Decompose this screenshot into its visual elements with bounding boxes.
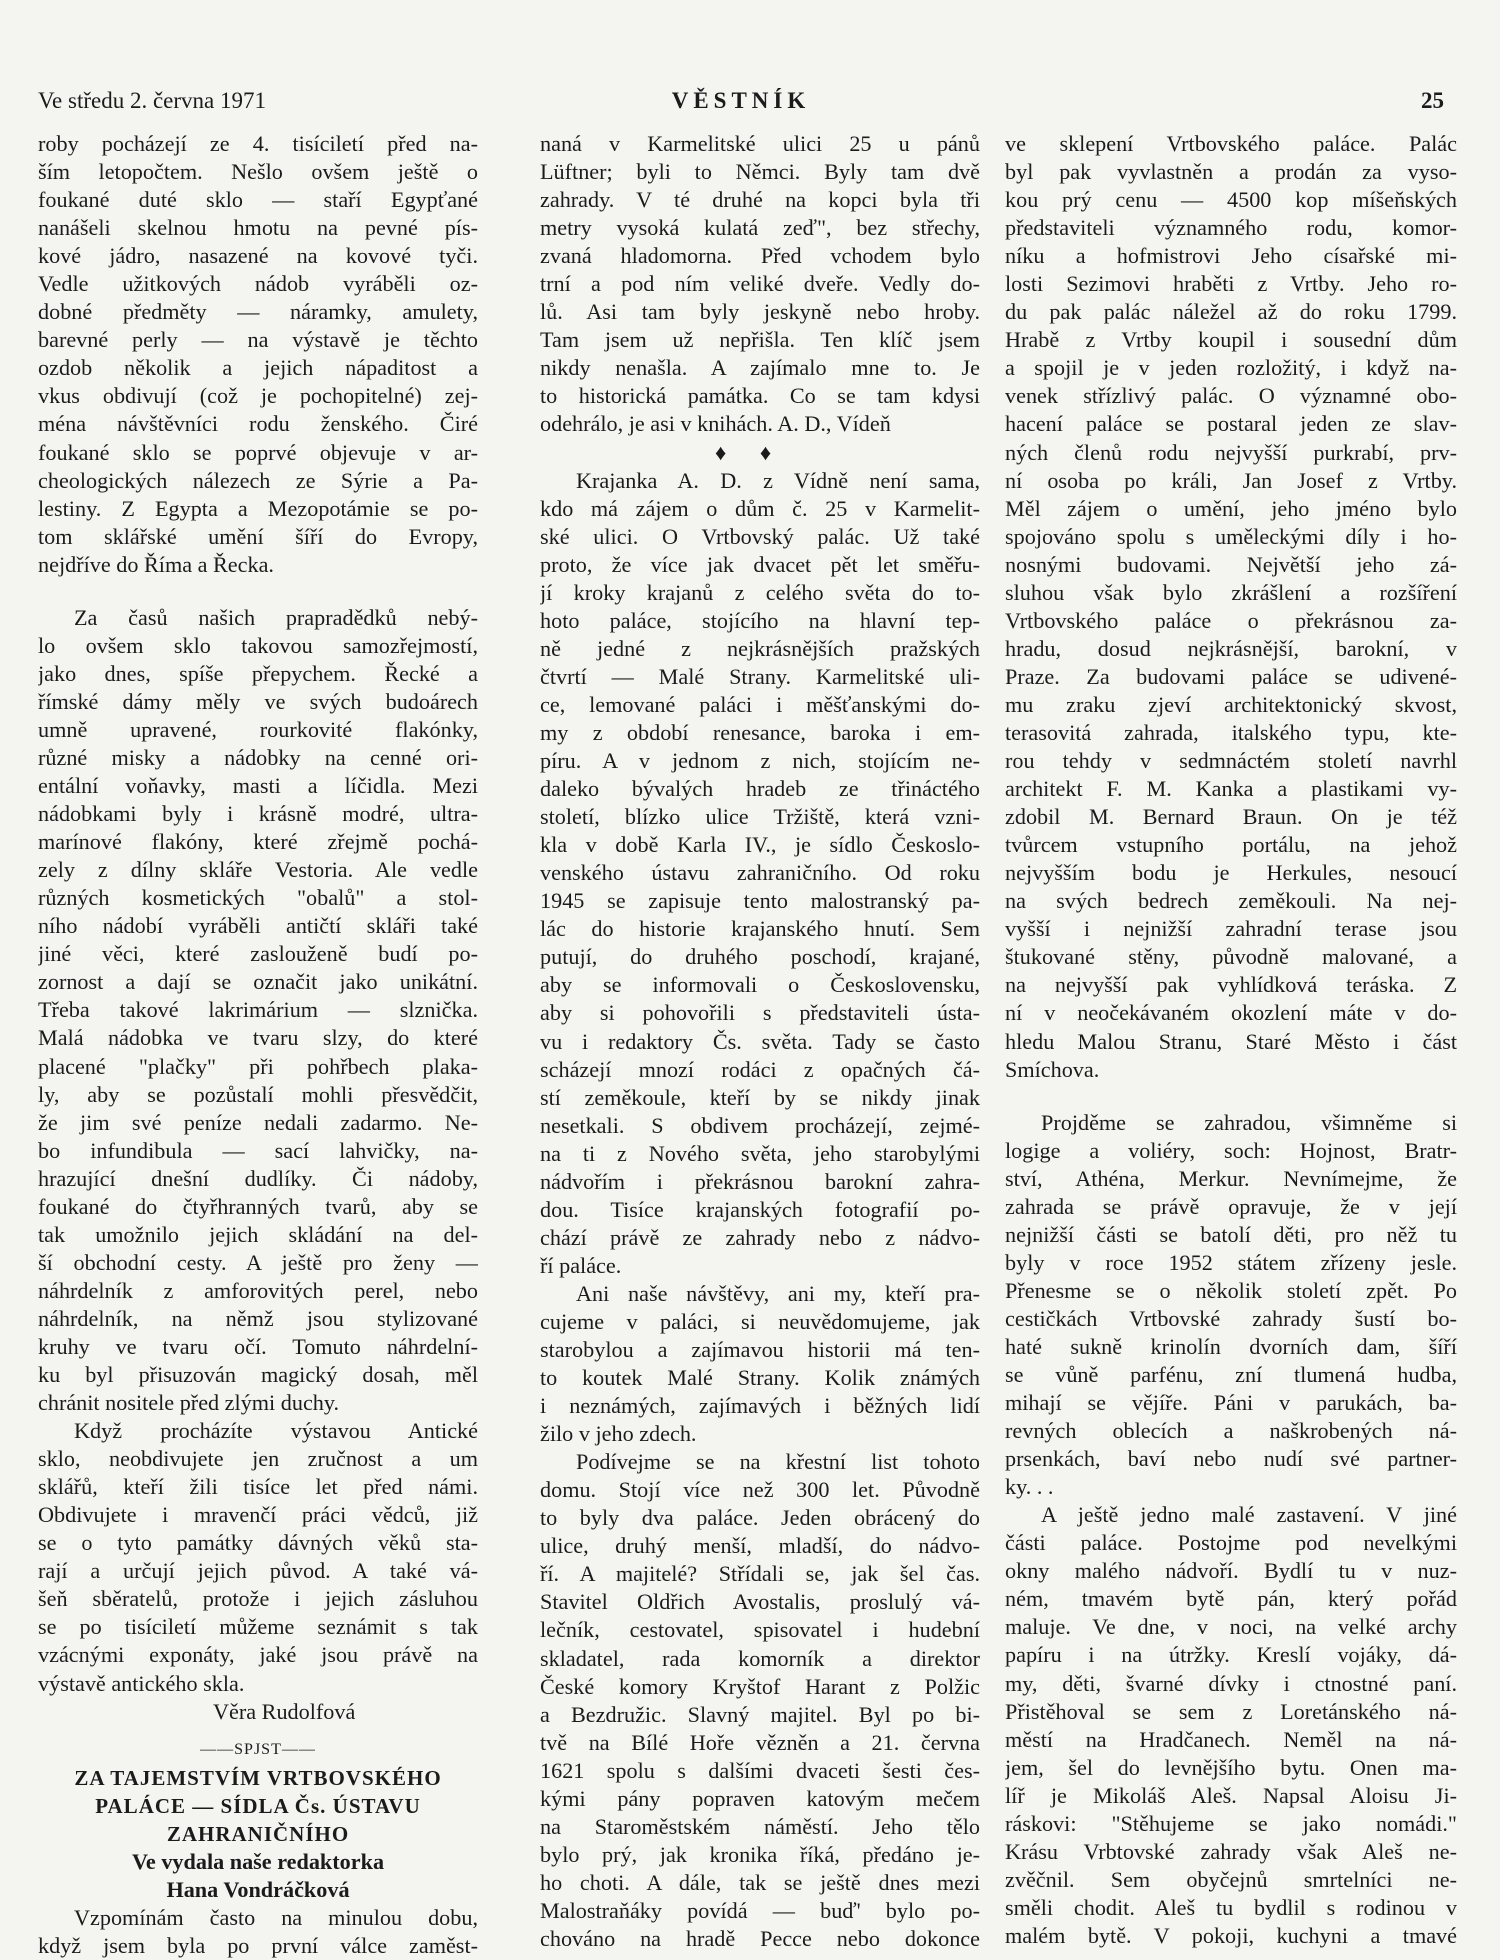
- text-line: ce, lemované paláci i měšťanskými do-: [540, 691, 980, 717]
- text-line: tvůrcem vstupního portálu, na jehož: [1005, 832, 1457, 858]
- text-line: kdo má zájem o dům č. 25 v Karmelit-: [540, 495, 980, 521]
- text-column-1: [38, 130, 478, 1960]
- article-headline: PALÁCE — SÍDLA Čs. ÚSTAVU: [95, 1793, 421, 1818]
- text-line: Vrtbovského paláce o překrásnou za-: [1005, 607, 1457, 633]
- text-line: lác do historie krajanského hnutí. Sem: [540, 916, 980, 942]
- text-line: se vůně parfénu, zní tlumená hudba,: [1005, 1362, 1457, 1388]
- text-line: líř je Mikoláš Aleš. Napsal Aloisu Ji-: [1005, 1782, 1457, 1808]
- text-line: sklo, neobdivujete jen zručnost a um: [38, 1446, 478, 1472]
- text-line: marínové flakóny, které zřejmě pochá-: [38, 829, 478, 855]
- text-line: bo infundibula — sací lahvičky, na-: [38, 1137, 478, 1163]
- text-line: odehrálo, je asi v knihách. A. D., Vídeň: [540, 411, 891, 437]
- text-line: ráskovi: "Stěhujeme se jako nomádi.": [1005, 1810, 1457, 1836]
- article-headline: ZA TAJEMSTVÍM VRTBOVSKÉHO: [74, 1765, 442, 1790]
- text-line: zvaná hladomorna. Před vchodem bylo: [540, 243, 980, 269]
- text-line: Vedle užitkových nádob vyráběli oz-: [38, 271, 478, 297]
- text-line: žilo v jeho zdech.: [540, 1421, 697, 1447]
- text-line: a spojil je v jeden rozložitý, i když na-: [1005, 355, 1457, 381]
- text-line: nádvořím i překrásnou barokní zahra-: [540, 1168, 980, 1194]
- text-line: 1945 se zapisuje tento malostranský pa-: [540, 888, 980, 914]
- text-line: skladatel, rada komorník a direktor: [540, 1645, 980, 1671]
- text-line: různé misky a nádobky na cenné ori-: [38, 744, 478, 770]
- text-line: dou. Tisíce krajanských fotografií po-: [540, 1196, 980, 1222]
- text-line: hacení paláce se postaral jeden ze slav-: [1005, 411, 1457, 437]
- text-line: Za časů našich prapradědků nebý-: [74, 604, 478, 630]
- text-line: Podívejme se na křestní list tohoto: [576, 1449, 980, 1475]
- newspaper-title: VĚSTNÍK: [671, 88, 811, 113]
- text-line: nikdy nenašla. A zajímalo mne to. Je: [540, 355, 980, 381]
- text-line: barevné perly — na výstavě je těchto: [38, 327, 478, 353]
- text-line: nanášeli skelnou hmotu na pevné pís-: [38, 215, 478, 241]
- section-mark: ——SPJST——: [200, 1740, 316, 1758]
- text-line: cujeme v paláci, si neuvědomujeme, jak: [540, 1308, 980, 1334]
- text-line: Malá nádobka ve tvaru slzy, do které: [38, 1025, 478, 1051]
- text-line: čtvrtí — Malé Strany. Karmelitské uli-: [540, 663, 980, 689]
- text-line: se po tisíciletí můžeme seznámit s tak: [38, 1614, 478, 1640]
- text-line: vzácnými exponáty, jaké jsou právě na: [38, 1642, 478, 1668]
- text-line: chránit nositele před zlými duchy.: [38, 1390, 340, 1416]
- text-line: ném, tmavém bytě pán, který pořád: [1005, 1586, 1457, 1612]
- text-line: ozdob několik a jejich nápaditost a: [38, 355, 478, 381]
- text-line: ně jedné z nejkrásnějších pražských: [540, 635, 980, 661]
- text-line: městí na Hradčanech. Neměl na ná-: [1005, 1726, 1457, 1752]
- text-line: nejnižší části se batolí děti, pro něž tu: [1005, 1221, 1457, 1247]
- page-header: [38, 88, 1444, 122]
- text-line: to byly dva paláce. Jeden obrácený do: [540, 1505, 980, 1531]
- text-line: haté sukně krinolín dvorních dam, šíří: [1005, 1333, 1457, 1359]
- text-line: sklářů, kteří žili tisíce let před námi.: [38, 1474, 478, 1500]
- text-line: tak umožnilo jejich skládání na del-: [38, 1221, 478, 1247]
- text-line: ším letopočtem. Nešlo ovšem ještě o: [38, 159, 478, 185]
- issue-date: Ve středu 2. června 1971: [38, 88, 267, 113]
- text-line: jako dnes, spíše přepychem. Řecké a: [38, 660, 478, 686]
- text-line: ří. A majitelé? Střídali se, jak šel čas.: [540, 1561, 980, 1587]
- text-line: ří paláce.: [540, 1252, 622, 1278]
- text-line: venského ústavu zahraničního. Od roku: [540, 860, 980, 886]
- text-line: kou prý cenu — 4500 kop míšeňských: [1005, 187, 1457, 213]
- text-line: zornost a dají se označit jako unikátní.: [38, 969, 478, 995]
- text-line: daleko bývalých hradeb ze třináctého: [540, 776, 980, 802]
- text-line: Krajanka A. D. z Vídně není sama,: [576, 467, 980, 493]
- text-line: byl pak vyvlastněn a prodán za vyso-: [1005, 159, 1457, 185]
- text-line: cheologických nálezech ze Sýrie a Pa-: [38, 467, 478, 493]
- text-line: umně upravené, rourkovité flakónky,: [38, 716, 478, 742]
- text-line: píru. A v jednom z nich, stojícím ne-: [540, 748, 980, 774]
- text-line: proto, že více jak dvacet pět let směřu-: [540, 551, 980, 577]
- text-line: losti Sezimovi hraběti z Vrtby. Jeho ro-: [1005, 271, 1457, 297]
- text-line: scházejí mnozí rodáci z opačných čá-: [540, 1056, 980, 1082]
- text-line: hledu Malou Stranu, Staré Město i část: [1005, 1028, 1457, 1054]
- text-line: nesetkali. S obdivem procházejí, zejmé-: [540, 1112, 980, 1138]
- text-line: Třeba takové lakrimárium — slznička.: [38, 997, 478, 1023]
- text-line: když jsem byla po první válce zaměst-: [38, 1932, 478, 1958]
- text-line: výstavě antického skla.: [38, 1670, 245, 1696]
- text-line: směli chodit. Aleš tu bydlil s rodinou v: [1005, 1894, 1457, 1920]
- text-line: entální voňavky, masti a líčidla. Mezi: [38, 773, 478, 799]
- text-line: že jim své peníze nedali zadarmo. Ne-: [38, 1109, 478, 1135]
- text-line: nejdříve do Říma a Řecka.: [38, 551, 274, 577]
- text-line: ní v neočekávaném okozlení máte v do-: [1005, 1000, 1457, 1026]
- text-line: Tam jsem už nepřišla. Ten klíč jsem: [540, 327, 980, 353]
- text-line: ve sklepení Vrtbovského paláce. Palác: [1005, 131, 1457, 156]
- text-line: mihají se vějíře. Páni v parukách, ba-: [1005, 1390, 1457, 1416]
- text-line: roby pocházejí ze 4. tisíciletí před na-: [38, 131, 478, 156]
- text-line: šeň sběratelů, protože i jejich zásluhou: [38, 1586, 478, 1612]
- text-line: vu i redaktory Čs. světa. Tady se často: [540, 1028, 980, 1054]
- text-line: zely z dílny skláře Vestoria. Ale vedle: [38, 857, 478, 883]
- text-line: Praze. Za budovami paláce se udivené-: [1005, 663, 1457, 689]
- text-line: hoto paláce, stojícího na hlavní tep-: [540, 607, 980, 633]
- text-line: Vzpomínám často na minulou dobu,: [74, 1904, 478, 1930]
- text-line: na ti z Nového světa, jeho starobylými: [540, 1140, 980, 1166]
- text-line: na Staroměstském náměstí. Jeho tělo: [540, 1813, 980, 1839]
- text-column-3: [1005, 130, 1457, 1950]
- text-line: terasovitá zahrada, italského typu, kte-: [1005, 719, 1457, 745]
- text-line: kové jádro, nasazené na kovové tyči.: [38, 243, 478, 269]
- text-line: metry vysoká kulatá zeď", bez střechy,: [540, 215, 980, 241]
- text-line: zvěčnil. Sem obyčejnů smrtelníci ne-: [1005, 1866, 1457, 1892]
- text-line: aby si pohovořili s představiteli ústa-: [540, 1000, 980, 1026]
- text-line: Přenesme se o několik století zpět. Po: [1005, 1277, 1457, 1303]
- article-byline: Hana Vondráčková: [166, 1876, 350, 1902]
- text-line: náhrdelník, na němž jsou stylizované: [38, 1305, 478, 1331]
- text-line: Ani naše návštěvy, ani my, kteří pra-: [576, 1280, 980, 1306]
- text-line: foukané duté sklo — staří Egypťané: [38, 187, 478, 213]
- text-line: lečník, cestovatel, spisovatel i hudební: [540, 1617, 980, 1643]
- text-line: lů. Asi tam byly jeskyně nebo hroby.: [540, 299, 980, 325]
- text-line: České komory Kryštof Harant z Polžic: [540, 1673, 980, 1699]
- text-line: na svých bedrech zeměkouli. Na nej-: [1005, 888, 1457, 914]
- separator-ornament: ♦ ♦: [715, 439, 786, 465]
- text-line: ské ulici. O Vrtbovský palác. Už také: [540, 523, 980, 549]
- text-line: jem, šel do levnějšího bytu. Onen ma-: [1005, 1754, 1457, 1780]
- text-line: mu zraku zjeví architektonický skvost,: [1005, 691, 1457, 717]
- text-line: kla v době Karla IV., je sídlo Českoslo-: [540, 832, 980, 858]
- text-line: trní a pod ním veliké dveře. Vedly do-: [540, 271, 980, 297]
- text-line: Přistěhoval se sem z Loretánského ná-: [1005, 1698, 1457, 1724]
- text-line: ho choti. A dále, tak se ještě dnes mezi: [540, 1869, 980, 1895]
- text-line: kruhy ve tvaru očí. Tomuto náhrdelní-: [38, 1333, 478, 1359]
- text-line: vyšší i nejnižší zahradní terase jsou: [1005, 916, 1457, 942]
- text-line: se o tyto památky dávných věků sta-: [38, 1530, 478, 1556]
- text-line: štukované stěny, původně malované, a: [1005, 944, 1457, 970]
- text-line: ulice, druhý menší, mladší, do nádvo-: [540, 1533, 980, 1559]
- text-line: sluhou však bylo zkrášlení a rozšíření: [1005, 579, 1457, 605]
- text-line: hrazující dnešní dudlíky. Či nádoby,: [38, 1165, 478, 1191]
- text-line: tvě na Bílé Hoře vězněn a 21. června: [540, 1729, 980, 1755]
- text-line: A ještě jedno malé zastavení. V jiné: [1041, 1502, 1457, 1528]
- text-line: části paláce. Postojme pod nevelkými: [1005, 1530, 1457, 1556]
- page-number: 25: [1421, 88, 1444, 113]
- text-line: Smíchova.: [1005, 1056, 1100, 1082]
- text-line: byly v roce 1952 státem zřízeny jesle.: [1005, 1249, 1457, 1275]
- text-line: římské dámy měly ve svých budoárech: [38, 688, 478, 714]
- text-line: spojováno spolu s uměleckými díly i ho-: [1005, 523, 1457, 549]
- text-line: ných členů rodu nejvyšší purkrabí, prv-: [1005, 439, 1457, 465]
- text-line: zahrady. V té druhé na kopci byla tři: [540, 187, 980, 213]
- text-line: my z období renesance, baroka i em-: [540, 719, 980, 745]
- text-line: domu. Stojí více než 300 let. Původně: [540, 1477, 980, 1503]
- text-line: nosnými budovami. Největší jeho zá-: [1005, 551, 1457, 577]
- text-line: to historická památka. Co se tam kdysi: [540, 383, 980, 409]
- text-line: placené "plačky" při pohřbech plaka-: [38, 1053, 478, 1079]
- text-line: Malostraňáky povídá — buď' bylo po-: [540, 1897, 980, 1923]
- text-line: logige a voliéry, soch: Hojnost, Bratr-: [1005, 1137, 1457, 1163]
- text-line: ku byl přisuzován magický dosah, měl: [38, 1362, 478, 1388]
- text-line: ního nádobí vyráběli antičtí skláři také: [38, 913, 478, 939]
- author-signature: Věra Rudolfová: [213, 1698, 356, 1724]
- text-line: Lüftner; byli to Němci. Byly tam dvě: [540, 159, 980, 185]
- text-line: rají a určují jejich původ. A také vá-: [38, 1558, 478, 1584]
- text-line: aby se informovali o Československu,: [540, 972, 980, 998]
- article-byline: Ve vydala naše redaktorka: [131, 1848, 385, 1874]
- text-line: bylo prý, jak kronika říká, předáno je-: [540, 1841, 980, 1867]
- text-line: Měl zájem o umění, jeho jméno bylo: [1005, 495, 1457, 521]
- text-line: století, blízko ulice Tržiště, která vzni-: [540, 804, 980, 830]
- text-line: Obdivujete i mravenčí práci vědců, již: [38, 1502, 478, 1528]
- text-line: starobylou a zajímavou historii má ten-: [540, 1337, 980, 1363]
- paragraph-gap: [1005, 1084, 1457, 1109]
- text-line: ství, Athéna, Merkur. Nevnímejme, že: [1005, 1165, 1457, 1191]
- text-line: a Bezdružic. Slavný majitel. Byl po bi-: [540, 1701, 980, 1727]
- paragraph-gap: [38, 1726, 478, 1736]
- text-line: ly, aby se pozůstalí mohli přesvědčit,: [38, 1081, 478, 1107]
- text-line: Stavitel Oldřich Avostalis, proslulý vá-: [540, 1589, 980, 1615]
- paragraph-gap: [38, 579, 478, 604]
- text-line: foukané do čtyřhranných tvarů, aby se: [38, 1193, 478, 1219]
- text-line: okny malého nádvoří. Bydlí tu v nuz-: [1005, 1558, 1457, 1584]
- text-line: hradu, dosud nejkrásnější, barokní, v: [1005, 635, 1457, 661]
- text-line: 1621 spolu s dalšími dvaceti šesti čes-: [540, 1757, 980, 1783]
- text-line: maluje. Ve dne, v noci, na velké archy: [1005, 1614, 1457, 1640]
- text-line: tom sklářské umění šíří do Evropy,: [38, 523, 478, 549]
- text-line: i neznámých, zajímavých i běžných lidí: [540, 1393, 980, 1419]
- text-line: chováno na hradě Pecce nebo dokonce: [540, 1926, 980, 1951]
- text-line: zahrada se právě opravuje, že v její: [1005, 1193, 1457, 1219]
- text-line: představiteli významného rodu, komor-: [1005, 215, 1457, 241]
- text-line: Hrabě z Vrtby koupil i sousední dům: [1005, 327, 1457, 353]
- text-line: kými pány popraven katovým mečem: [540, 1785, 980, 1811]
- article-headline: ZAHRANIČNÍHO: [166, 1821, 350, 1846]
- text-line: Projděme se zahradou, všimněme si: [1041, 1109, 1457, 1135]
- text-line: cestičkách Vrtbovské zahrady šustí bo-: [1005, 1305, 1457, 1331]
- text-line: lestiny. Z Egypta a Mezopotámie se po-: [38, 495, 478, 521]
- text-line: venek střízlivý palác. O významné obo-: [1005, 383, 1457, 409]
- text-line: revných oblecích a naškrobených ná-: [1005, 1418, 1457, 1444]
- text-line: Když procházíte výstavou Antické: [74, 1418, 478, 1444]
- text-line: lo ovšem sklo takovou samozřejmostí,: [38, 632, 478, 658]
- text-line: architekt F. M. Kanka a plastikami vy-: [1005, 776, 1457, 802]
- text-line: papíru i na útržky. Kreslí vojáky, dá-: [1005, 1642, 1457, 1668]
- text-line: putují, do druhého poschodí, krajané,: [540, 944, 980, 970]
- text-line: ší obchodní cesty. A ještě pro ženy —: [38, 1249, 478, 1275]
- text-column-2: [540, 130, 980, 1953]
- text-line: nádobkami byly i krásně modré, ultra-: [38, 801, 478, 827]
- text-line: foukané sklo se poprvé objevuje v ar-: [38, 439, 478, 465]
- text-line: chází právě ze zahrady nebo z nádvo-: [540, 1224, 980, 1250]
- text-line: jí kroky krajanů z celého světa do to-: [540, 579, 980, 605]
- text-line: malém bytě. V pokoji, kuchyni a tmavé: [1005, 1922, 1457, 1948]
- text-line: to koutek Malé Strany. Kolik známých: [540, 1365, 980, 1391]
- text-line: ní osoba po králi, Jan Josef z Vrtby.: [1005, 467, 1457, 493]
- text-line: du pak palác náležel až do roku 1799.: [1005, 299, 1457, 325]
- text-line: my, děti, švarné dívky i ctnostné paní.: [1005, 1670, 1457, 1696]
- text-line: na nejvyšší pak vyhlídková teráska. Z: [1005, 972, 1457, 998]
- text-line: ména návštěvníci rodu ženského. Čiré: [38, 411, 478, 437]
- text-line: prsenkách, baví nebo nudí své partner-: [1005, 1446, 1457, 1472]
- text-line: rou tehdy v sedmnáctém století navrhl: [1005, 748, 1457, 774]
- text-line: nejvyšším bodu je Herkules, nesoucí: [1005, 860, 1457, 886]
- text-line: zdobil M. Bernard Braun. On je též: [1005, 804, 1457, 830]
- text-line: Krásu Vrbtovské zahrady však Aleš ne-: [1005, 1838, 1457, 1864]
- text-line: různých kosmetických "obalů" a stol-: [38, 885, 478, 911]
- text-line: vkus obdivují (což je pochopitelné) zej-: [38, 383, 478, 409]
- text-line: náhrdelník z amforovitých perel, nebo: [38, 1277, 478, 1303]
- text-line: naná v Karmelitské ulici 25 u pánů: [540, 131, 980, 156]
- text-line: níku a hofmistrovi Jeho císařské mi-: [1005, 243, 1457, 269]
- text-line: dobné předměty — náramky, amulety,: [38, 299, 478, 325]
- text-line: ky. . .: [1005, 1474, 1054, 1500]
- text-line: stí zeměkoule, kteří by se nikdy jinak: [540, 1084, 980, 1110]
- text-line: jiné věci, které zaslouženě budí po-: [38, 941, 478, 967]
